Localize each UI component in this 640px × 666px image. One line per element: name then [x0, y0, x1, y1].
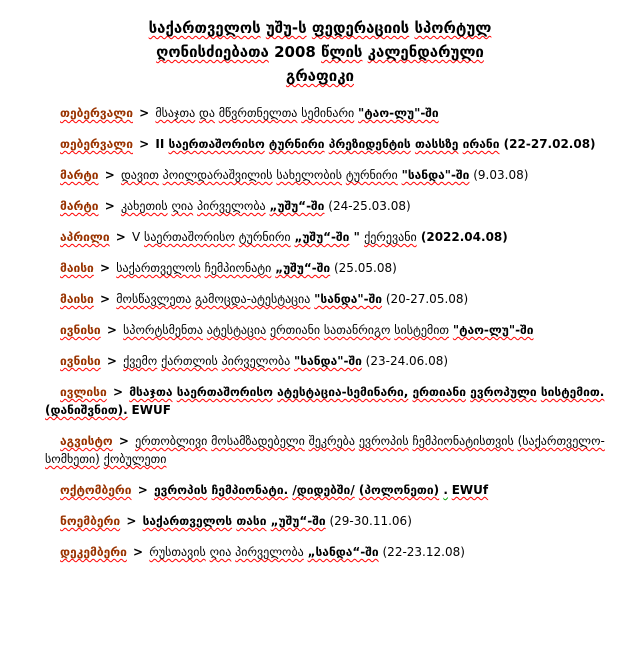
- month-separator: >: [108, 385, 128, 399]
- event-month-label: [60, 292, 94, 306]
- spellcheck-flagged-word: თასსზე: [414, 137, 459, 151]
- text-segment: [453, 323, 534, 337]
- text-segment: (24-25.03.08): [324, 199, 411, 213]
- text-segment: [294, 354, 362, 368]
- text-segment: V: [132, 230, 145, 244]
- spellcheck-flagged-word: კახეთის: [120, 199, 168, 213]
- events-list: [0, 104, 640, 561]
- text-segment: (22-23.12.08): [378, 545, 465, 559]
- text-segment: [275, 261, 330, 275]
- month-separator: >: [134, 106, 154, 120]
- event-row: [45, 321, 618, 339]
- text-segment: [169, 137, 500, 151]
- event-text: [116, 292, 468, 306]
- spellcheck-flagged-word: ერთიანი: [270, 323, 321, 337]
- month-separator: >: [114, 434, 134, 448]
- event-row: [45, 197, 618, 215]
- spellcheck-flagged-word: "ტაო-ლუ"-ში: [358, 106, 439, 120]
- grammar-flagged-word: .: [443, 483, 448, 497]
- spellcheck-flagged-word: დეკემბერი: [60, 545, 127, 559]
- event-month-label: [60, 434, 113, 448]
- spellcheck-flagged-word: „უშუ“-ში: [270, 514, 326, 528]
- spellcheck-flagged-word: „უშუ“-ში: [269, 199, 325, 213]
- spellcheck-flagged-word: /დიდებში/: [292, 483, 355, 497]
- spellcheck-flagged-word: მარტი: [60, 168, 99, 182]
- month-separator: >: [134, 137, 154, 151]
- event-text: [116, 261, 397, 275]
- title-line: [60, 64, 580, 88]
- event-text: [154, 483, 488, 497]
- spellcheck-flagged-word: EWUf: [451, 483, 489, 497]
- spellcheck-flagged-word: ოქტომბერი: [60, 483, 132, 497]
- text-segment: [121, 199, 270, 213]
- event-text: [155, 106, 438, 120]
- spellcheck-flagged-word: ივნისი: [60, 323, 101, 337]
- text-segment: [358, 106, 439, 120]
- event-row: [45, 383, 618, 419]
- spellcheck-flagged-word: სპორტსმენთა: [123, 323, 203, 337]
- month-separator: >: [111, 230, 131, 244]
- text-segment: [149, 545, 307, 559]
- event-row: [45, 352, 618, 370]
- spellcheck-flagged-word: გამოცდა-ატესტაცია: [195, 292, 311, 306]
- spellcheck-flagged-word: მსაჯთა: [129, 385, 173, 399]
- spellcheck-flagged-word: ივნისი: [60, 354, 101, 368]
- event-text: [121, 168, 528, 182]
- event-text: [45, 385, 604, 417]
- spellcheck-flagged-word: ქვემო: [123, 354, 158, 368]
- spellcheck-flagged-word: ჩემპიონატისთვის: [412, 434, 514, 448]
- text-segment: 2008: [268, 43, 322, 61]
- month-separator: >: [128, 545, 148, 559]
- spellcheck-flagged-word: და: [199, 106, 215, 120]
- event-month-label: [60, 385, 107, 399]
- text-segment: (2022.04.08): [416, 230, 508, 244]
- event-row: [45, 481, 618, 499]
- text-segment: [123, 354, 294, 368]
- spellcheck-flagged-word: ივლისი: [60, 385, 107, 399]
- text-segment: [286, 67, 354, 85]
- text-segment: [143, 514, 271, 528]
- text-segment: ": [353, 230, 365, 244]
- spellcheck-flagged-word: სისტემით: [394, 323, 450, 337]
- event-month-label: [60, 230, 110, 244]
- text-segment: [308, 545, 379, 559]
- text-segment: (22-27.02.08): [499, 137, 596, 151]
- spellcheck-flagged-word: ატესტაცია: [206, 323, 267, 337]
- spellcheck-flagged-word: საქართველოს: [116, 261, 201, 275]
- event-row: [45, 228, 618, 246]
- spellcheck-flagged-word: სემინარი: [301, 106, 355, 120]
- spellcheck-flagged-word: პრეზიდენტის: [328, 137, 411, 151]
- spellcheck-flagged-word: ატესტაცია-სემინარი,: [277, 385, 409, 399]
- text-segment: EWUF: [131, 403, 171, 417]
- event-month-label: [60, 323, 101, 337]
- page-title: [60, 16, 580, 88]
- event-text: [155, 137, 595, 151]
- spellcheck-flagged-word: „უშუ“-ში: [275, 261, 331, 275]
- spellcheck-flagged-word: პოილდარაშვილის: [162, 168, 273, 182]
- spellcheck-flagged-word: ევროპის: [153, 483, 208, 497]
- spellcheck-flagged-word: ირანი: [462, 137, 500, 151]
- month-separator: >: [133, 483, 152, 497]
- spellcheck-flagged-word: ქობულეთი: [103, 452, 167, 466]
- spellcheck-flagged-word: საერთაშორისო: [176, 385, 273, 399]
- month-separator: >: [102, 354, 122, 368]
- spellcheck-flagged-word: საქართველოს: [148, 19, 261, 37]
- month-separator: >: [100, 168, 119, 182]
- text-segment: [402, 168, 470, 182]
- event-row: [45, 259, 618, 277]
- text-segment: [116, 261, 275, 275]
- spellcheck-flagged-word: ევროპული: [470, 385, 537, 399]
- event-month-label: [60, 168, 99, 182]
- event-row: [45, 290, 618, 308]
- spellcheck-flagged-word: თებერვალი: [60, 106, 133, 120]
- event-month-label: [60, 514, 120, 528]
- text-segment: [155, 106, 358, 120]
- spellcheck-flagged-word: ღია: [209, 545, 232, 559]
- spellcheck-flagged-word: ერთიანი: [412, 385, 466, 399]
- spellcheck-flagged-word: სისტემით.: [540, 385, 605, 399]
- event-month-label: [60, 545, 127, 559]
- text-segment: [294, 230, 353, 244]
- spellcheck-flagged-word: ერთობლივი: [135, 434, 208, 448]
- spellcheck-flagged-word: საერთაშორისო: [168, 137, 265, 151]
- month-separator: >: [95, 292, 115, 306]
- event-month-label: [60, 483, 132, 497]
- text-segment: (9.03.08): [469, 168, 529, 182]
- spellcheck-flagged-word: რუსთავის: [149, 545, 206, 559]
- event-row: [45, 543, 618, 561]
- text-segment: [121, 168, 402, 182]
- month-separator: >: [95, 261, 115, 275]
- spellcheck-flagged-word: მაისი: [60, 292, 94, 306]
- text-segment: (20-27.05.08): [382, 292, 469, 306]
- spellcheck-flagged-word: გრაფიკი: [285, 67, 354, 85]
- event-text: [149, 545, 465, 559]
- text-segment: II: [155, 137, 169, 151]
- event-row: [45, 512, 618, 530]
- text-segment: (23-24.06.08): [361, 354, 449, 368]
- spellcheck-flagged-word: ღია: [171, 199, 194, 213]
- spellcheck-flagged-word: მოსამზადებელი: [211, 434, 305, 448]
- spellcheck-flagged-word: ტურნირი: [268, 137, 325, 151]
- spellcheck-flagged-word: თებერვალი: [60, 137, 133, 151]
- spellcheck-flagged-word: უშუ-ს: [265, 19, 307, 37]
- spellcheck-flagged-word: წლის: [321, 43, 363, 61]
- text-segment: [271, 514, 326, 528]
- event-text: [132, 230, 508, 244]
- spellcheck-flagged-word: (დანიშვნით).: [45, 403, 128, 417]
- spellcheck-flagged-word: ევროპის: [358, 434, 409, 448]
- text-segment: [116, 292, 314, 306]
- event-row: [45, 166, 618, 184]
- spellcheck-flagged-word: ტურნირი: [238, 230, 291, 244]
- text-segment: [314, 292, 382, 306]
- spellcheck-flagged-word: მწვრთნელთა: [218, 106, 298, 120]
- text-segment: [321, 43, 484, 61]
- spellcheck-flagged-word: მაისი: [60, 261, 94, 275]
- text-segment: [149, 19, 492, 37]
- event-text: [121, 199, 411, 213]
- spellcheck-flagged-word: სახელობის: [276, 168, 343, 182]
- event-row: [45, 432, 618, 468]
- event-month-label: [60, 106, 133, 120]
- spellcheck-flagged-word: "სანდა"-ში: [401, 168, 470, 182]
- text-segment: [123, 323, 453, 337]
- title-line: [60, 40, 580, 64]
- spellcheck-flagged-word: "ტაო-ლუ"-ში: [452, 323, 534, 337]
- event-month-label: [60, 199, 99, 213]
- spellcheck-flagged-word: პირველობა: [197, 199, 266, 213]
- spellcheck-flagged-word: ჩემპიონატი.: [211, 483, 289, 497]
- text-segment: [439, 483, 448, 497]
- event-row: [45, 104, 618, 122]
- text-segment: [156, 43, 269, 61]
- text-segment: [364, 230, 417, 244]
- event-row: [45, 135, 618, 153]
- spellcheck-flagged-word: საქართველოს: [142, 514, 233, 528]
- spellcheck-flagged-word: კალენდარული: [367, 43, 484, 61]
- spellcheck-flagged-word: (პოლონეთი): [358, 483, 440, 497]
- spellcheck-flagged-word: ღონისძიებათა: [156, 43, 269, 61]
- spellcheck-flagged-word: პირველობა: [221, 354, 291, 368]
- spellcheck-flagged-word: ფედერაციის: [311, 19, 410, 37]
- spellcheck-flagged-word: მსაჯთა: [155, 106, 196, 120]
- spellcheck-flagged-word: „უშუ“-ში: [294, 230, 350, 244]
- event-text: [123, 323, 533, 337]
- spellcheck-flagged-word: "სანდა"-ში: [314, 292, 382, 306]
- event-month-label: [60, 137, 133, 151]
- text-segment: [144, 230, 294, 244]
- event-month-label: [60, 261, 94, 275]
- spellcheck-flagged-word: აპრილი: [60, 230, 110, 244]
- spellcheck-flagged-word: საერთაშორისო: [144, 230, 235, 244]
- spellcheck-flagged-word: ქერევანი: [364, 230, 417, 244]
- spellcheck-flagged-word: შეკრება: [308, 434, 355, 448]
- spellcheck-flagged-word: ტურნირი: [345, 168, 398, 182]
- text-segment: [269, 199, 324, 213]
- spellcheck-flagged-word: მარტი: [60, 199, 99, 213]
- title-line: [60, 16, 580, 40]
- event-month-label: [60, 354, 101, 368]
- spellcheck-flagged-word: ქართლის: [161, 354, 218, 368]
- spellcheck-flagged-word: მოსწავლეთა: [116, 292, 192, 306]
- spellcheck-flagged-word: „სანდა“-ში: [307, 545, 379, 559]
- event-text: [123, 354, 448, 368]
- text-segment: [154, 483, 439, 497]
- spellcheck-flagged-word: ჩემპიონატი: [204, 261, 272, 275]
- spellcheck-flagged-word: სათანრიგო: [323, 323, 391, 337]
- spellcheck-flagged-word: თასი: [236, 514, 267, 528]
- month-separator: >: [102, 323, 122, 337]
- spellcheck-flagged-word: "სანდა"-ში: [294, 354, 362, 368]
- spellcheck-flagged-word: აგვისტო: [60, 434, 113, 448]
- spellcheck-flagged-word: პირველობა: [235, 545, 304, 559]
- month-separator: >: [122, 514, 141, 528]
- spellcheck-flagged-word: ნოემბერი: [60, 514, 121, 528]
- spellcheck-flagged-word: დავით: [120, 168, 159, 182]
- text-segment: [452, 483, 488, 497]
- spellcheck-flagged-word: (საქართველო-სომხეთი): [45, 434, 605, 466]
- text-segment: (29-30.11.06): [325, 514, 412, 528]
- spellcheck-flagged-word: სპორტულ: [414, 19, 492, 37]
- event-text: [143, 514, 412, 528]
- text-segment: (25.05.08): [330, 261, 397, 275]
- month-separator: >: [100, 199, 119, 213]
